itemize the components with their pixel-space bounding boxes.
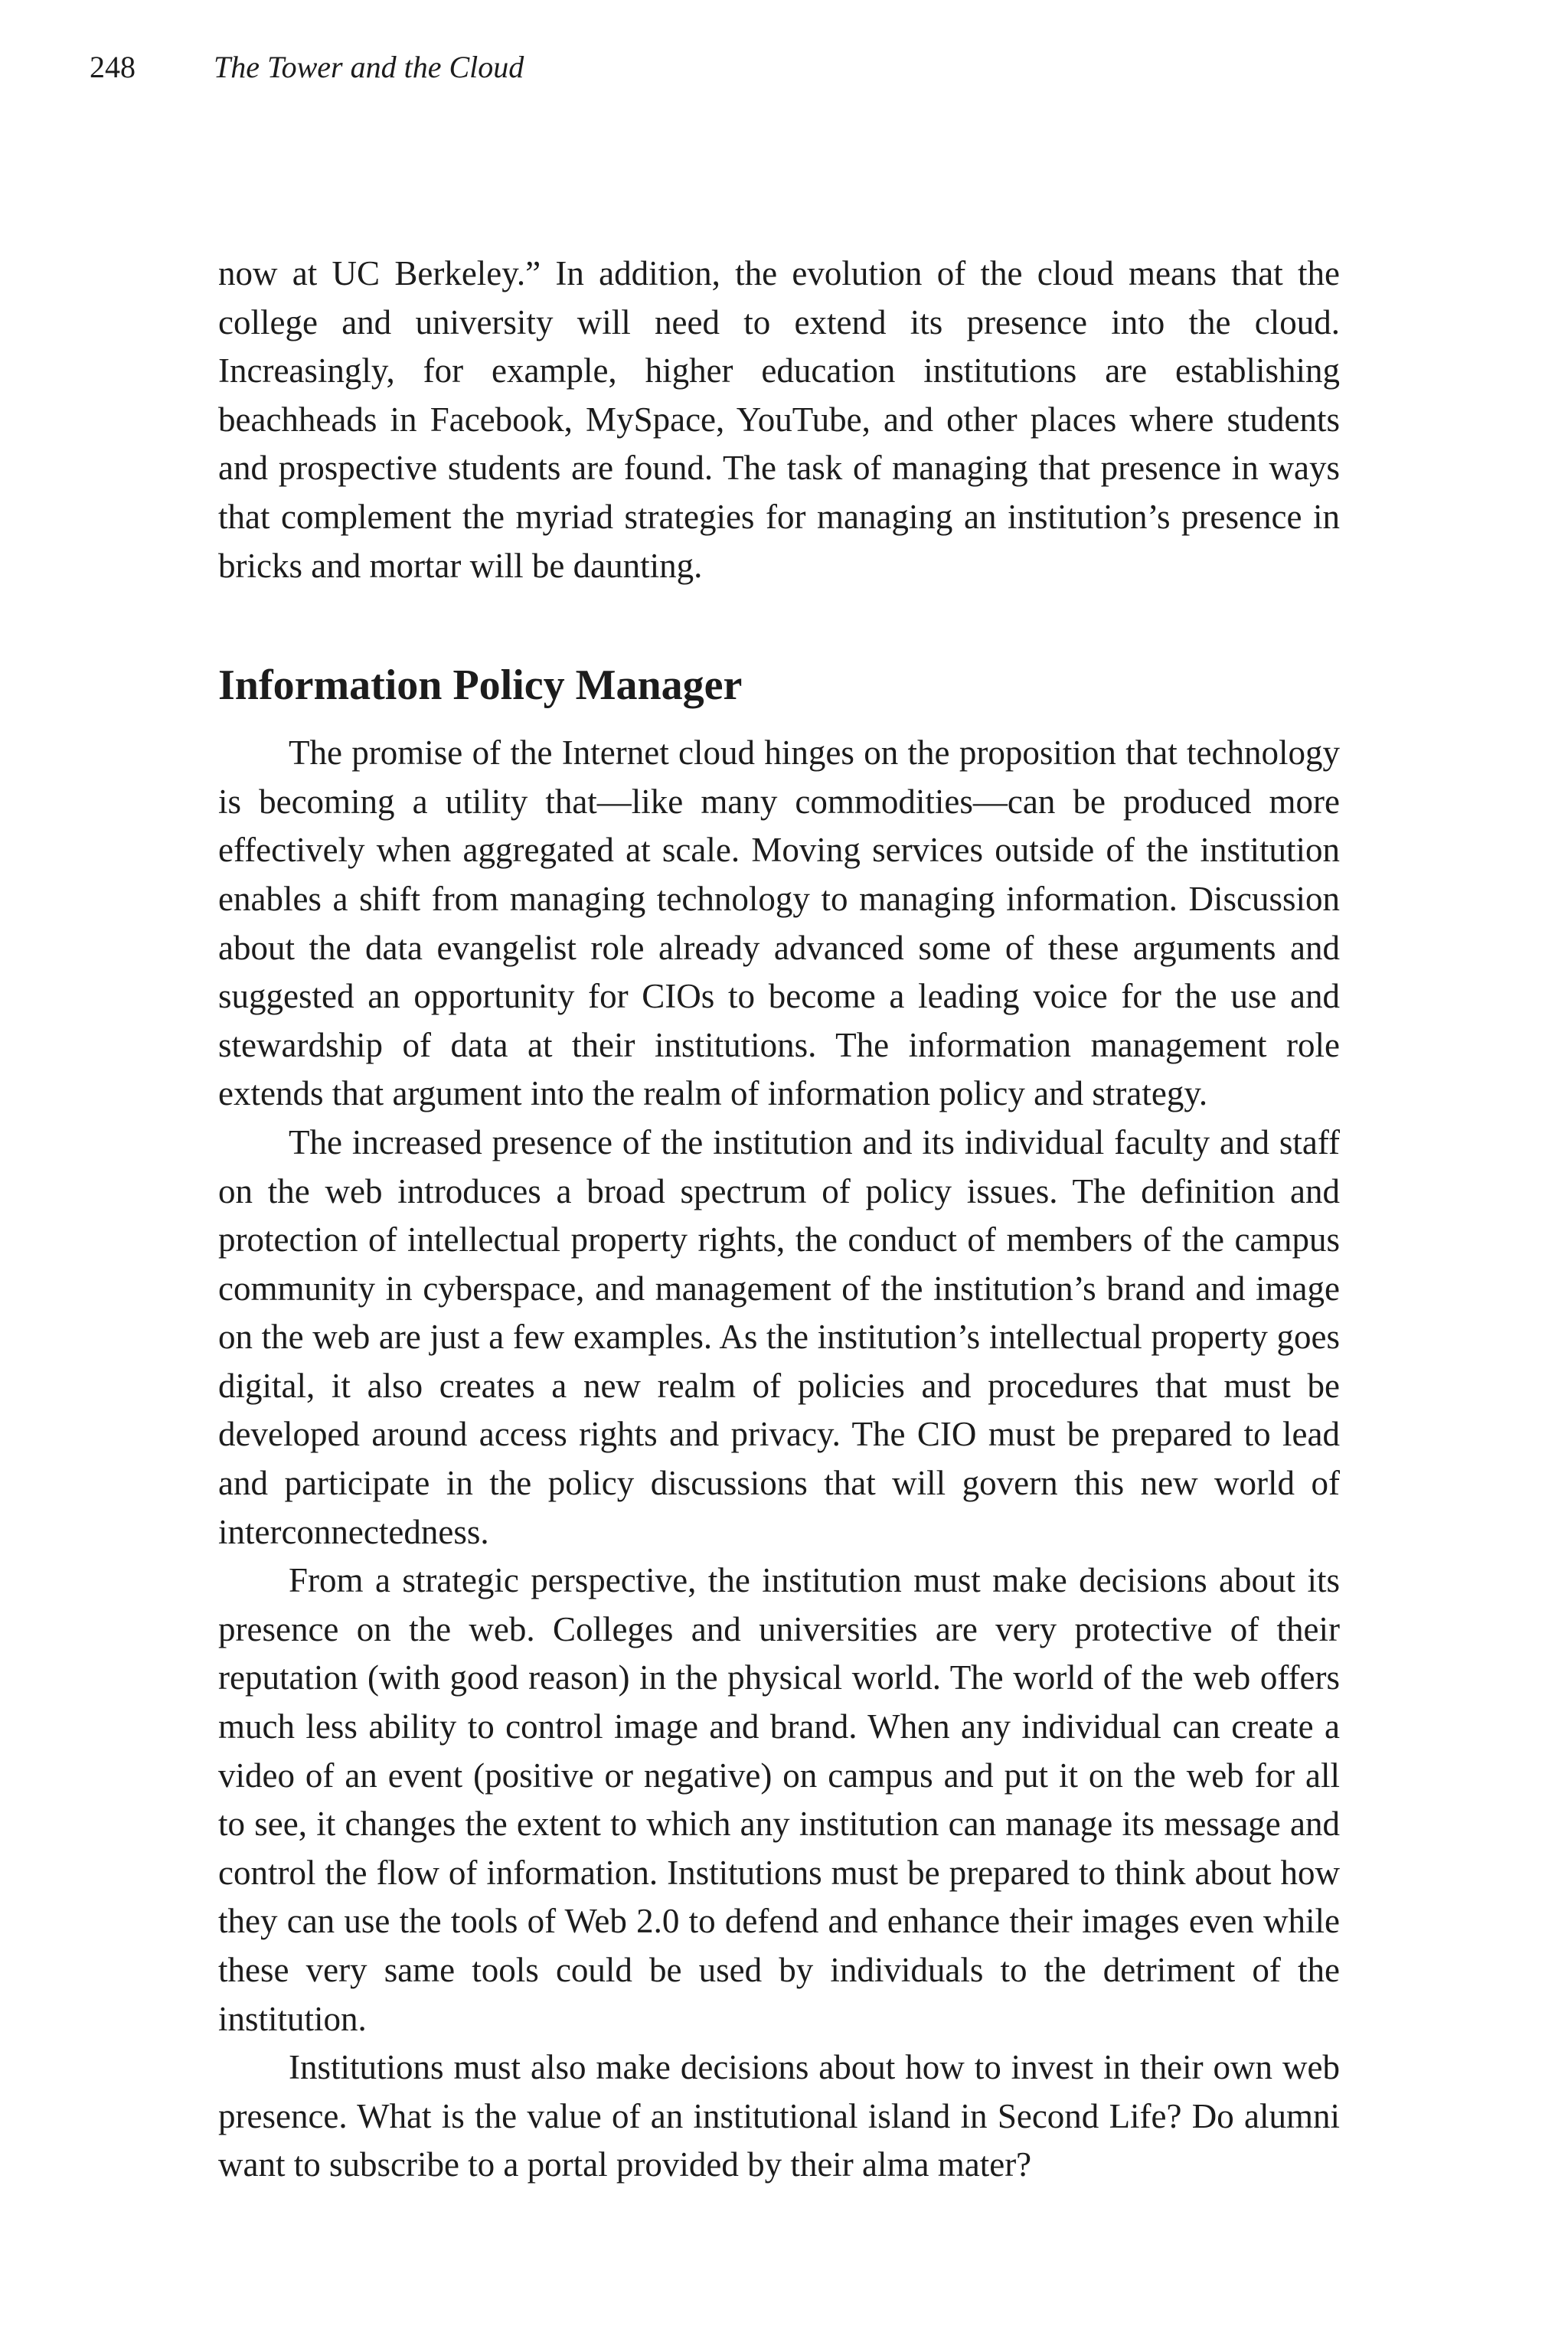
running-head [90, 49, 524, 86]
book-title: The Tower and the Cloud [214, 50, 524, 84]
section-heading: Information Policy Manager [218, 662, 743, 710]
page-number: 248 [90, 50, 136, 84]
page-body [218, 250, 1340, 2190]
body-paragraph-1: The promise of the Internet cloud hinges on the proposition that technology is becoming a utility that—like many commodities—can be produced more effectively when aggregated at scale. Moving services outside of the institution enables a shift from managing technology to managing information. Discussion about the data evangelist role already advanced some of these arguments and suggested an opportunity for CIOs to become a leading voice for the use and stewardship of data at their institutions. The information management role extends that argument into the realm of information policy and strategy. [218, 733, 1340, 1113]
body-paragraph-4: Institutions must also make decisions about how to invest in their own web presence. What is the value of an institutional island in Second Life? Do alumni want to subscribe to a portal provided by their alma mater? [218, 2048, 1340, 2184]
body-paragraph-3: From a strategic perspective, the institution must make decisions about its presence on the web. Colleges and universities are very protective of their reputation (with good reason) in the physical world. The world of the web offers much less ability to control image and brand. When any individual can create a video of an event (positive or negative) on campus and put it on the web for all to see, it changes the extent to which any institution can manage its message and control the flow of information. Institutions must be prepared to think about how they can use the tools of Web 2.0 to defend and enhance their images even while these very same tools could be used by individuals to the detriment of the institution. [218, 1561, 1340, 2038]
opening-paragraph: now at UC Berkeley.” In addition, the evolution of the cloud means that the college and university will need to extend its presence into the cloud. Increasingly, for example, higher education institutions are establishing beachheads in Facebook, MySpace, YouTube, and other places where students and prospective students are found. The task of managing that presence in ways that complement the myriad strategies for managing an institution’s presence in bricks and mortar will be daunting. [218, 254, 1340, 585]
body-paragraph-2: The increased presence of the institution and its individual faculty and staff on the web introduces a broad spectrum of policy issues. The definition and protection of intellectual property rights, the conduct of members of the campus community in cyberspace, and management of the institution’s brand and image on the web are just a few examples. As the institution’s intellectual property goes digital, it also creates a new realm of policies and procedures that must be developed around access rights and privacy. The CIO must be prepared to lead and participate in the policy discussions that will govern this new world of interconnectedness. [218, 1122, 1340, 1551]
